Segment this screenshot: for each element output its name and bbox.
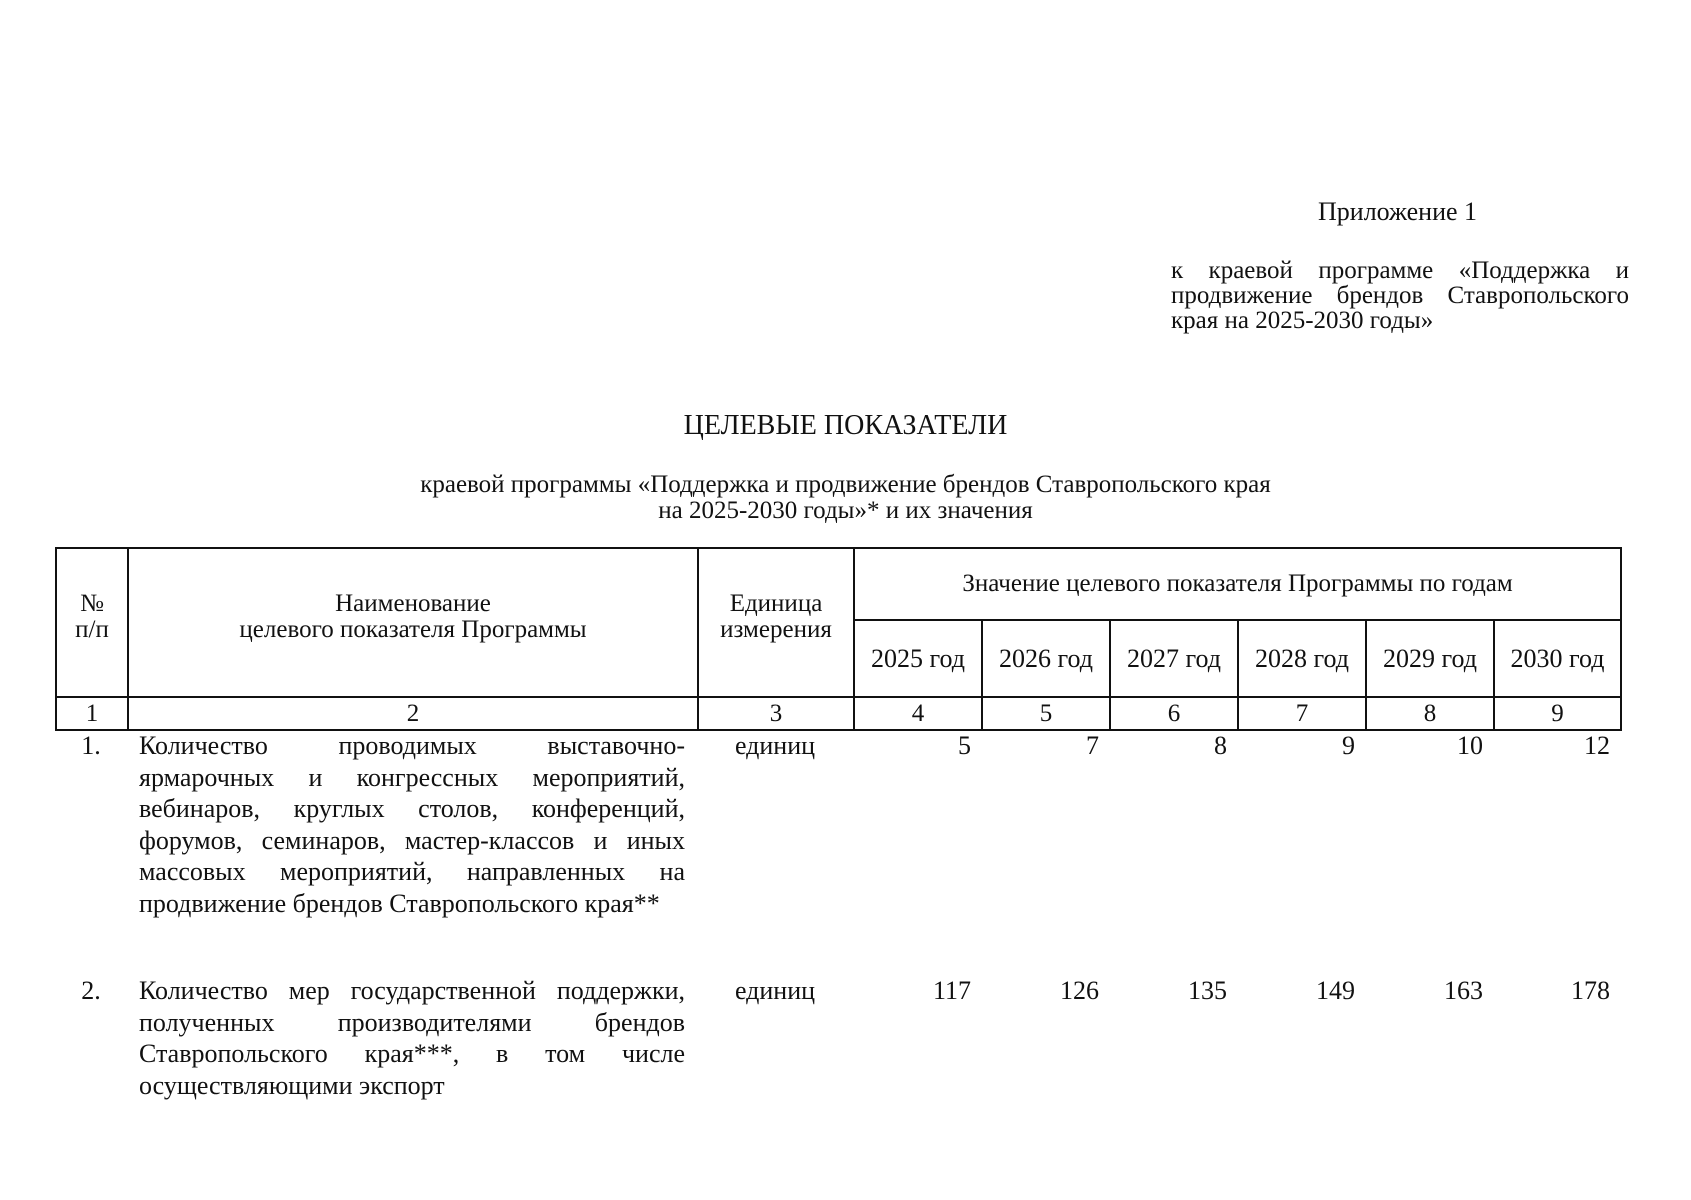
indicator-unit: единиц [734, 731, 816, 760]
value-2026: 126 [1060, 976, 1099, 1005]
column-number: 7 [1238, 697, 1366, 730]
header-year-2027: 2027 год [1110, 620, 1238, 697]
header-unit [698, 548, 854, 697]
header-year-2030: 2030 год [1494, 620, 1621, 697]
value-2029: 163 [1444, 976, 1483, 1005]
table-row [55, 975, 1620, 1101]
column-number: 9 [1494, 697, 1621, 730]
value-2025: 5 [958, 731, 971, 760]
value-2029: 10 [1457, 731, 1483, 760]
header-year-2028: 2028 год [1238, 620, 1366, 697]
value-2026: 7 [1086, 731, 1099, 760]
header-indicator-name [128, 548, 698, 697]
column-number: 5 [982, 697, 1110, 730]
header-name-line-1: Наименование [335, 590, 491, 617]
table-row [55, 730, 1620, 975]
indicator-name: Количество проводимых выставочно-ярмарочных и конгрессных мероприятий, вебинаров, круглых столов, конференций, форумов, семинаров, мастер-классов и иных массовых мероприятий, направленных на продвижение брендов Ставропольского края** [139, 731, 685, 918]
column-number: 3 [698, 697, 854, 730]
header-year-2026: 2026 год [982, 620, 1110, 697]
header-name-line-2: целевого показателя Программы [239, 616, 587, 643]
indicator-name: Количество мер государственной поддержки, полученных производителями брендов Ставропольского края***, в том числе осуществляющими экспорт [139, 976, 685, 1100]
column-number: 1 [56, 697, 128, 730]
header-unit-line-2: измерения [720, 616, 832, 643]
indicators-table-body [55, 730, 1620, 1101]
header-year-2029: 2029 год [1366, 620, 1494, 697]
header-unit-line-1: Единица [729, 590, 823, 617]
value-2027: 135 [1188, 976, 1227, 1005]
value-2027: 8 [1214, 731, 1227, 760]
row-number: 1. [81, 731, 101, 760]
value-2025: 117 [932, 976, 971, 1005]
document-title: ЦЕЛЕВЫЕ ПОКАЗАТЕЛИ [683, 410, 1008, 441]
column-number: 6 [1110, 697, 1238, 730]
row-number: 2. [81, 976, 101, 1005]
header-year-2025: 2025 год [854, 620, 982, 697]
header-number-line-1: № [80, 590, 104, 617]
value-2028: 9 [1342, 731, 1355, 760]
header-number [56, 548, 128, 697]
value-2030: 12 [1584, 731, 1610, 760]
column-number: 8 [1366, 697, 1494, 730]
subtitle-line-1: краевой программы «Поддержка и продвижение брендов Ставропольского края [420, 471, 1271, 498]
header-number-line-2: п/п [75, 616, 109, 643]
value-2028: 149 [1316, 976, 1355, 1005]
indicator-unit: единиц [734, 976, 816, 1005]
appendix-label: Приложение 1 [1318, 197, 1478, 226]
indicators-table-header [55, 547, 1622, 731]
value-2030: 178 [1571, 976, 1610, 1005]
header-values-by-year: Значение целевого показателя Программы по годам [854, 548, 1621, 620]
column-number: 4 [854, 697, 982, 730]
column-number: 2 [128, 697, 698, 730]
subtitle-line-2: на 2025-2030 годы»* и их значения [658, 497, 1033, 524]
document-subtitle [0, 472, 1691, 524]
appendix-subtitle: к краевой программе «Поддержка и продвижение брендов Ставропольского края на 2025-2030 годы» [1171, 257, 1629, 334]
